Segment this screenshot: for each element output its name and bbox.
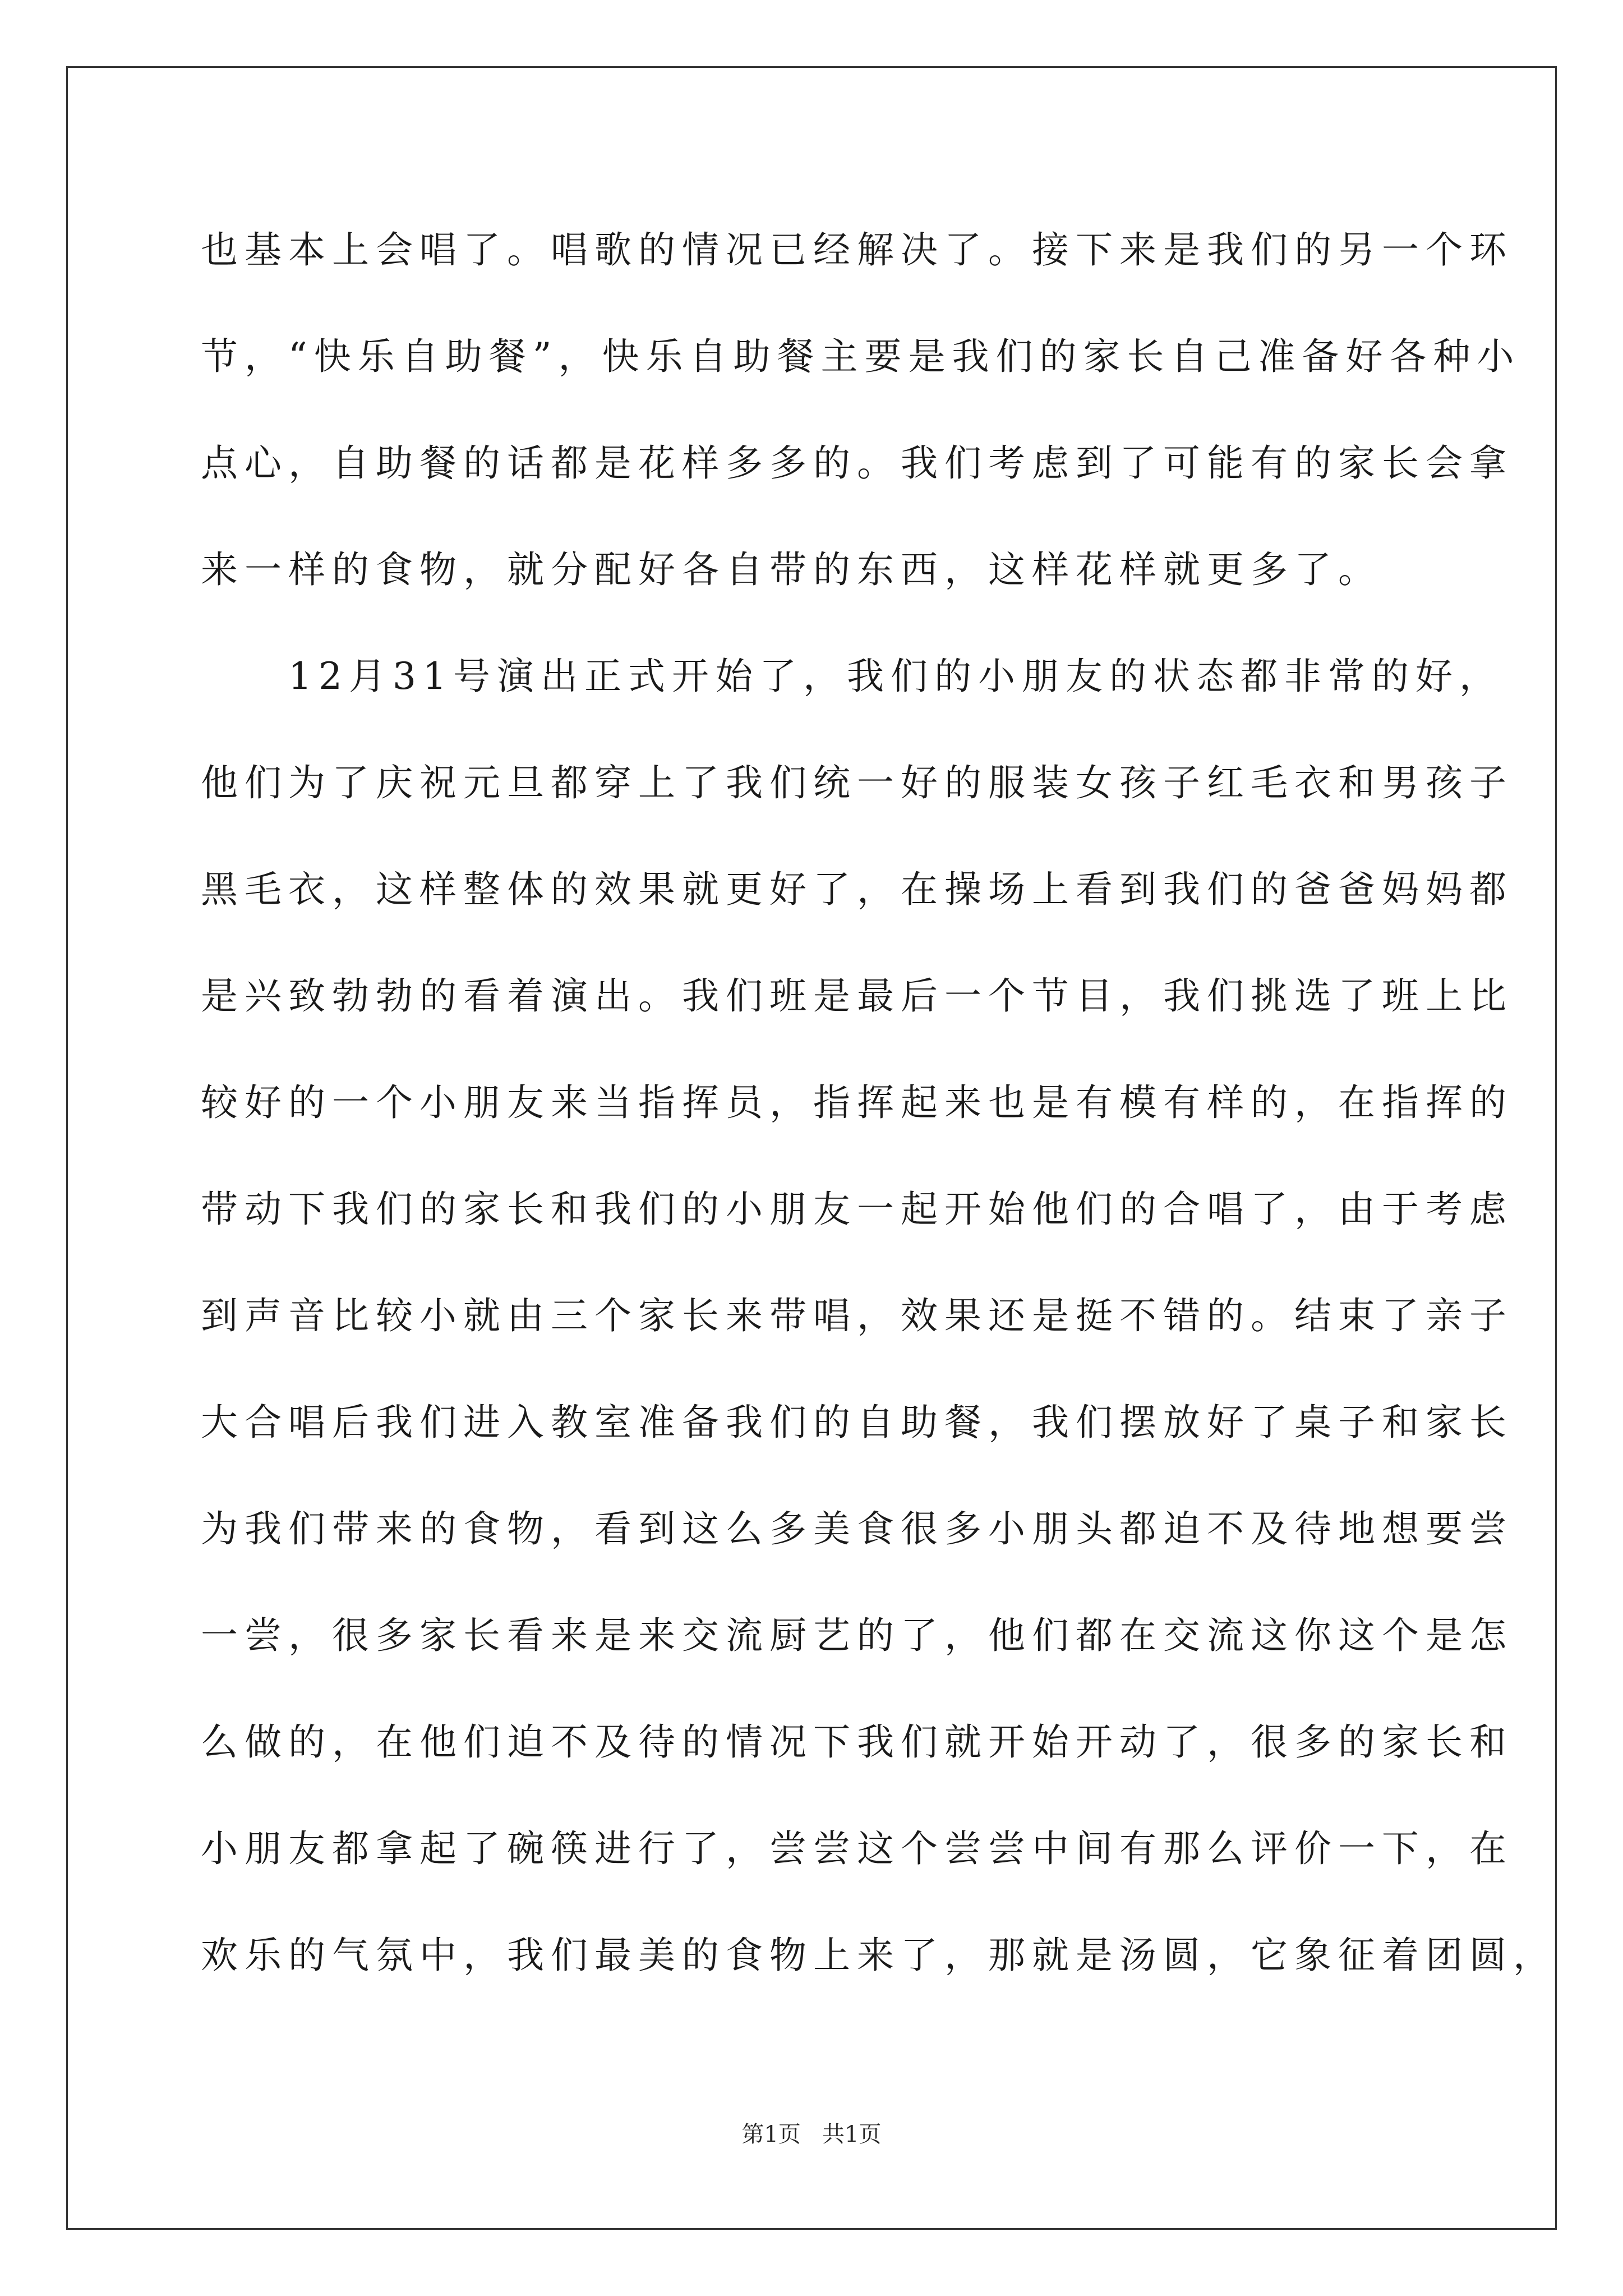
text-line: 一尝，很多家长看来是来交流厨艺的了，他们都在交流这你这个是怎 [201, 1614, 1513, 1657]
text-line: 为我们带来的食物，看到这么多美食很多小朋头都迫不及待地想要尝 [201, 1507, 1513, 1550]
text-line: 他们为了庆祝元旦都穿上了我们统一好的服装女孩子红毛衣和男孩子 [201, 761, 1513, 804]
text-line: 节，“快乐自助餐”，快乐自助餐主要是我们的家长自己准备好各种小 [201, 335, 1521, 378]
text-line: 么做的，在他们迫不及待的情况下我们就开始开动了，很多的家长和 [201, 1720, 1513, 1764]
text-line: 小朋友都拿起了碗筷进行了，尝尝这个尝尝中间有那么评价一下，在 [201, 1827, 1513, 1870]
text-line: 点心，自助餐的话都是花样多多的。我们考虑到了可能有的家长会拿 [201, 441, 1513, 485]
page-number-footer: 第1页 共1页 [741, 2122, 882, 2147]
text-line: 黑毛衣，这样整体的效果就更好了，在操场上看到我们的爸爸妈妈都 [201, 868, 1513, 911]
text-line: 到声音比较小就由三个家长来带唱，效果还是挺不错的。结束了亲子 [201, 1294, 1513, 1337]
text-line: 欢乐的气氛中，我们最美的食物上来了，那就是汤圆，它象征着团圆， [201, 1934, 1557, 1977]
text-line: 是兴致勃勃的看着演出。我们班是最后一个节目，我们挑选了班上比 [201, 974, 1513, 1018]
text-line: 大合唱后我们进入教室准备我们的自助餐，我们摆放好了桌子和家长 [201, 1401, 1513, 1444]
text-line: 带动下我们的家长和我们的小朋友一起开始他们的合唱了，由于考虑 [201, 1188, 1513, 1231]
text-line: 也基本上会唱了。唱歌的情况已经解决了。接下来是我们的另一个环 [201, 228, 1513, 272]
text-line: 12月31号演出正式开始了，我们的小朋友的状态都非常的好， [201, 655, 1503, 698]
text-line: 较好的一个小朋友来当指挥员，指挥起来也是有模有样的，在指挥的 [201, 1081, 1513, 1124]
text-line: 来一样的食物，就分配好各自带的东西，这样花样就更多了。 [201, 548, 1382, 591]
page-border [66, 66, 1557, 2230]
